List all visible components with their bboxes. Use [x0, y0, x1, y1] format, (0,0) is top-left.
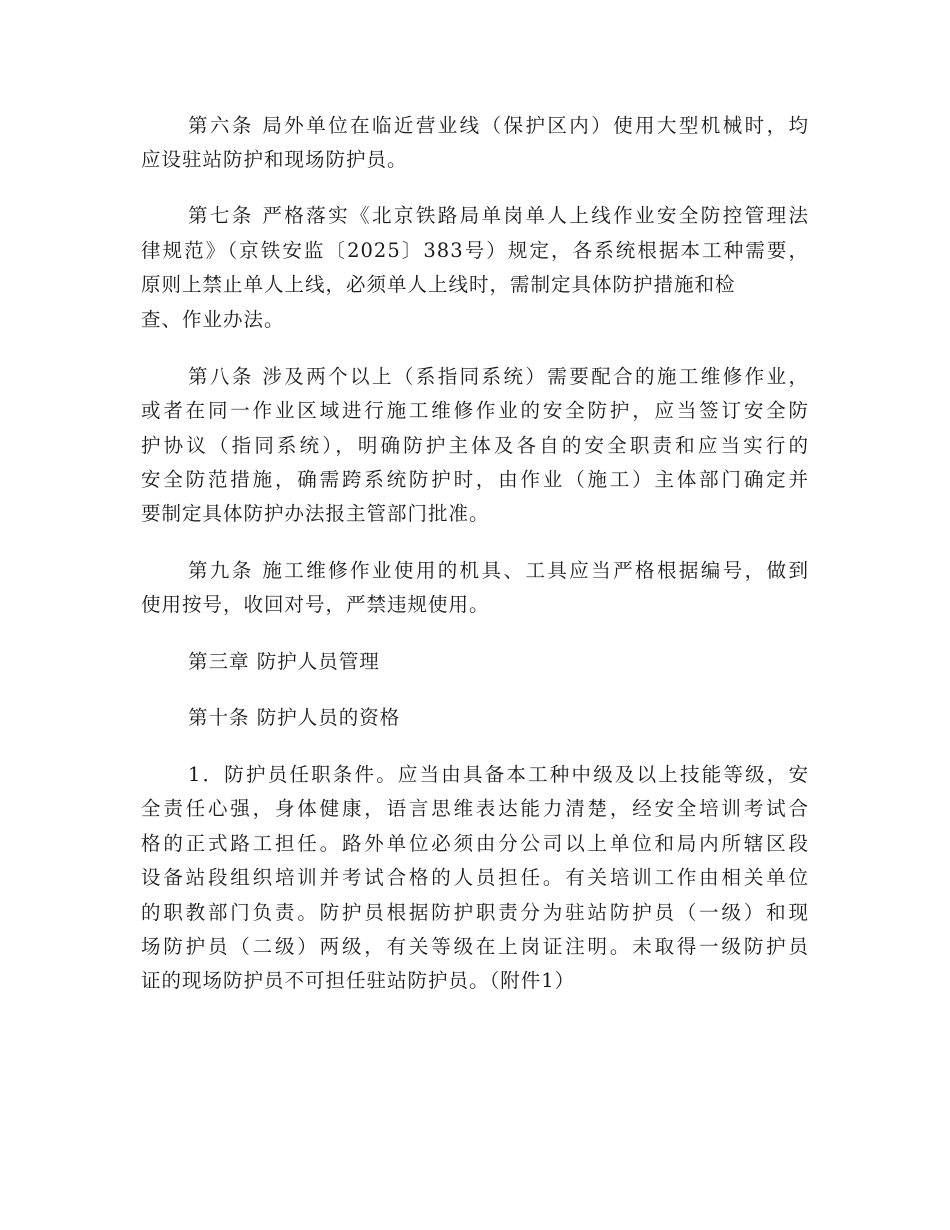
text-line: 查、作业办法。	[141, 308, 285, 331]
text-line: 设备站段组织培训并考试合格的人员担任。有关培训工作由相关单位	[141, 866, 809, 889]
chapter-heading: 第三章 防护人员管理	[188, 650, 380, 673]
text-line: 第六条 局外单位在临近营业线（保护区内）使用大型机械时，均	[188, 114, 809, 137]
text-line: 要制定具体防护办法报主管部门批准。	[141, 502, 490, 525]
text-line: 的职教部门负责。防护员根据防护职责分为驻站防护员（一级）和现	[141, 901, 809, 924]
text-line: 原则上禁止单人上线，必须单人上线时，需制定具体防护措施和检	[141, 273, 736, 296]
text-line: 1．防护员任职条件。应当由具备本工种中级及以上技能等级，安	[188, 763, 809, 786]
article-10-heading: 第十条 防护人员的资格	[188, 706, 401, 729]
text-line: 全责任心强，身体健康，语言思维表达能力清楚，经安全培训考试合	[141, 797, 809, 820]
text-line: 律规范》（京铁安监〔2025〕383号）规定，各系统根据本工种需要，	[141, 239, 809, 262]
text-line: 场防护员（二级）两级，有关等级在上岗证注明。未取得一级防护员	[141, 935, 809, 958]
text-line: 安全防范措施，确需跨系统防护时，由作业（施工）主体部门确定并	[141, 468, 809, 491]
text-line: 第八条 涉及两个以上（系指同系统）需要配合的施工维修作业，	[188, 365, 809, 388]
text-line: 第七条 严格落实《北京铁路局单岗单人上线作业安全防控管理法	[188, 204, 809, 227]
text-line: 护协议（指同系统），明确防护主体及各自的安全职责和应当实行的	[141, 434, 809, 457]
text-line: 使用按号，收回对号，严禁违规使用。	[141, 593, 490, 616]
text-line: 或者在同一作业区域进行施工维修作业的安全防护，应当签订安全防	[141, 399, 809, 422]
text-line: 应设驻站防护和现场防护员。	[141, 148, 408, 171]
text-line: 第九条 施工维修作业使用的机具、工具应当严格根据编号，做到	[188, 559, 809, 582]
text-line: 格的正式路工担任。路外单位必须由分公司以上单位和局内所辖区段	[141, 832, 809, 855]
text-line: 证的现场防护员不可担任驻站防护员。（附件1）	[141, 969, 576, 992]
